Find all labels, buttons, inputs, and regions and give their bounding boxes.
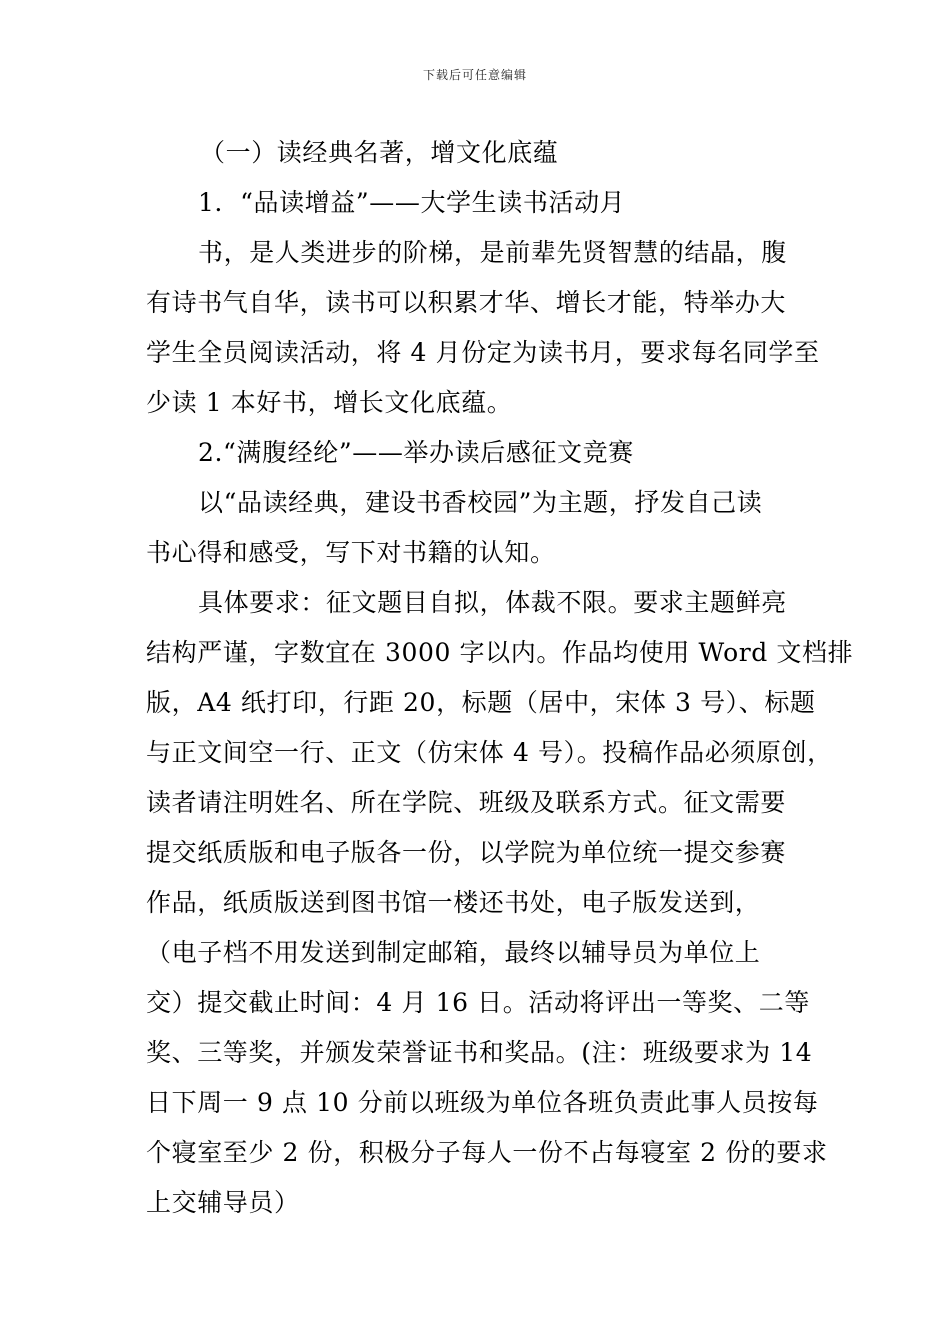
paragraph-2-line: 书心得和感受，写下对书籍的认知。: [146, 538, 556, 567]
paragraph-3-line: （电子档不用发送到制定邮箱，最终以辅导员为单位上: [146, 938, 761, 967]
paragraph-3-line: 版，A4 纸打印，行距 20，标题（居中，宋体 3 号）、标题: [146, 688, 816, 717]
paragraph-3-line: 交）提交截止时间：4 月 16 日。活动将评出一等奖、二等: [146, 988, 810, 1017]
paragraph-3-line: 奖、三等奖，并颁发荣誉证书和奖品。(注：班级要求为 14: [146, 1038, 813, 1067]
document-body: [146, 128, 854, 1228]
paragraph-3-line: 结构严谨，字数宜在 3000 字以内。作品均使用 Word 文档排: [146, 638, 854, 667]
paragraph-1-line: 有诗书气自华，读书可以积累才华、增长才能，特举办大: [146, 288, 787, 317]
paragraph-3-line: 提交纸质版和电子版各一份，以学院为单位统一提交参赛: [146, 838, 787, 867]
paragraph-1-line: 学生全员阅读活动，将 4 月份定为读书月，要求每名同学至: [146, 338, 820, 367]
paragraph-2-line: 以“品读经典，建设书香校园”为主题，抒发自己读: [198, 488, 763, 517]
paragraph-3-line: 具体要求：征文题目自拟，体裁不限。要求主题鲜亮: [198, 588, 787, 617]
paragraph-3-line: 上交辅导员）: [146, 1188, 300, 1217]
paragraph-1-line: 书，是人类进步的阶梯，是前辈先贤智慧的结晶，腹: [198, 238, 787, 267]
paragraph-3-line: 读者请注明姓名、所在学院、班级及联系方式。征文需要: [146, 788, 787, 817]
paragraph-3-line: 作品，纸质版送到图书馆一楼还书处，电子版发送到，: [146, 888, 761, 917]
paragraph-3-line: 与正文间空一行、正文（仿宋体 4 号）。投稿作品必须原创，: [146, 738, 833, 767]
paragraph-3-line: 日下周一 9 点 10 分前以班级为单位各班负责此事人员按每: [146, 1088, 819, 1117]
paragraph-3-line: 个寝室至少 2 份，积极分子每人一份不占每寝室 2 份的要求: [146, 1138, 828, 1167]
item-2-title: 2.“满腹经纶”——举办读后感征文竞赛: [198, 438, 634, 467]
paragraph-1-line: 少读 1 本好书，增长文化底蕴。: [146, 388, 513, 417]
item-1-title: 1．“品读增益”——大学生读书活动月: [198, 188, 626, 217]
header-note: 下载后可任意编辑: [422, 68, 527, 82]
section-heading: （一）读经典名著，增文化底蕴: [200, 138, 559, 167]
